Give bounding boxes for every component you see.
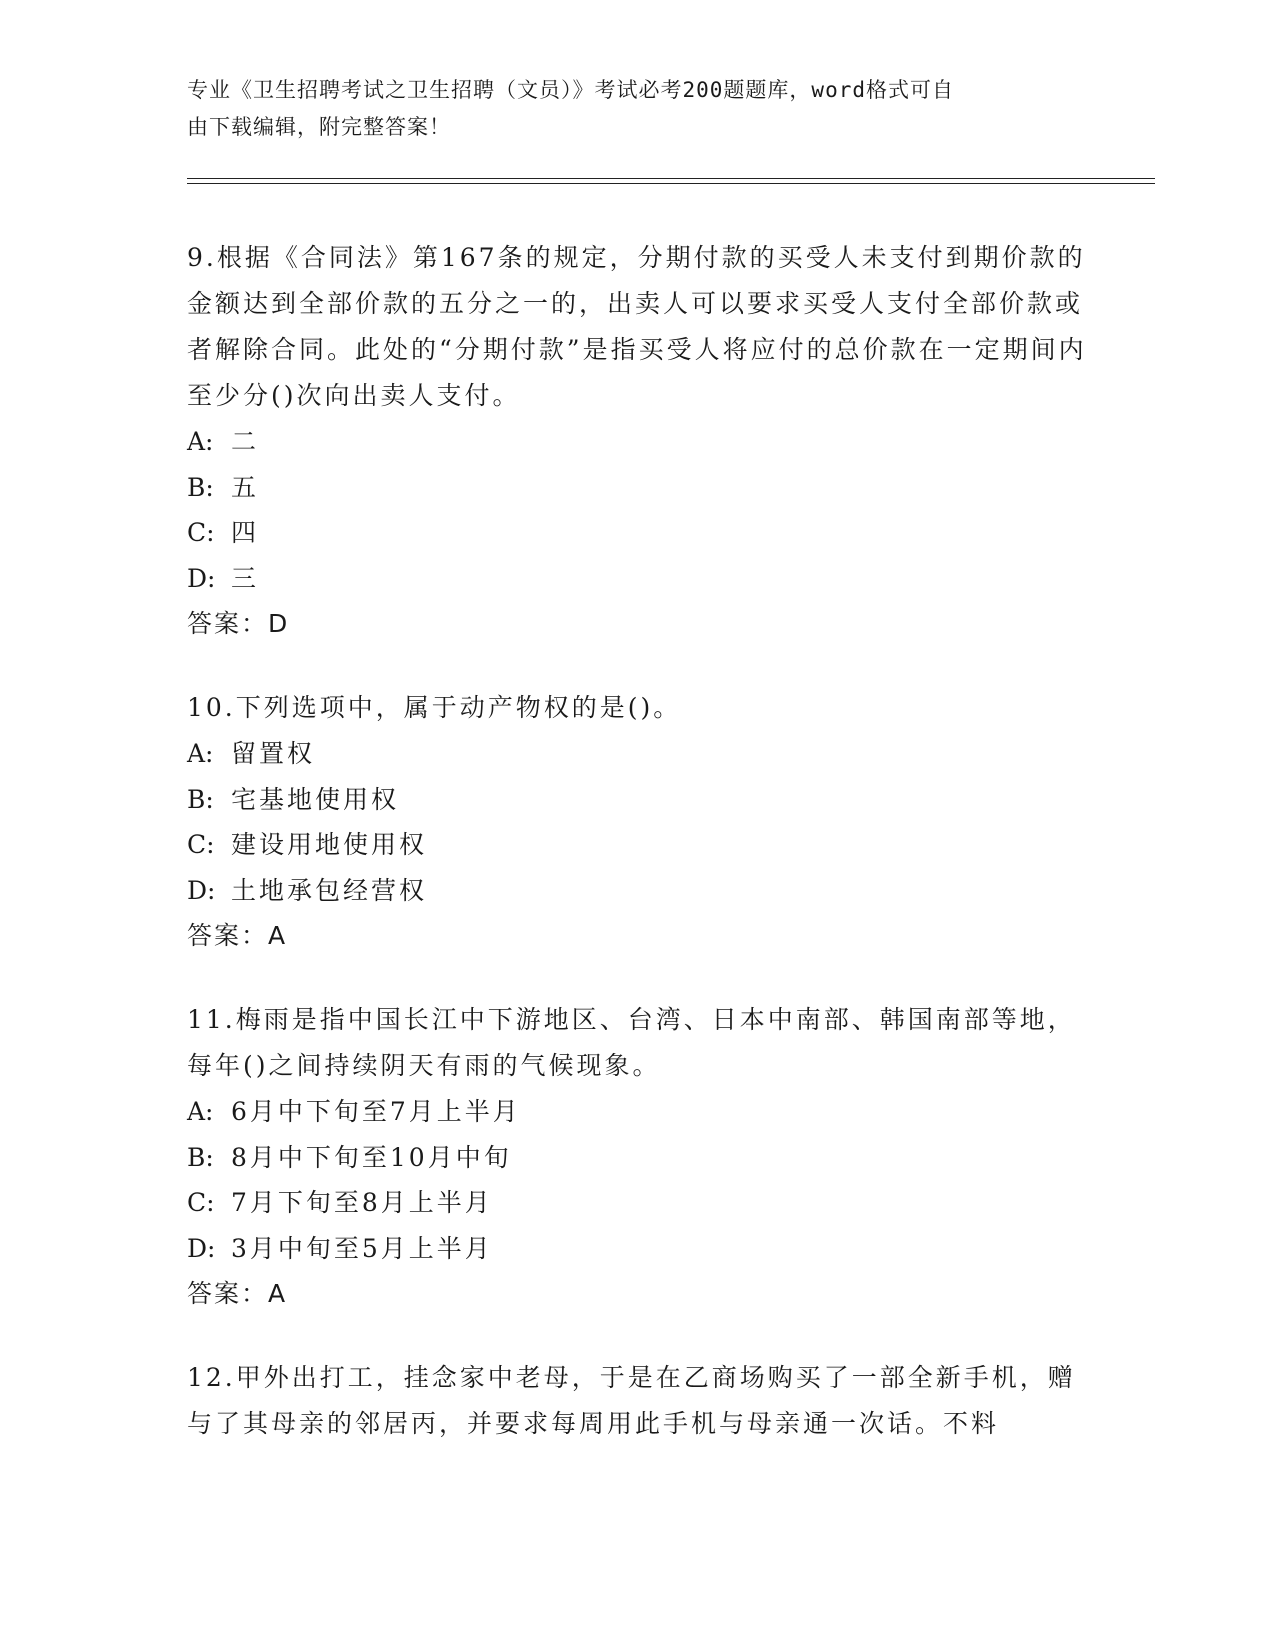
question-12	[187, 1355, 1087, 1447]
option-text: 土地承包经营权	[231, 875, 428, 905]
question-11	[187, 997, 1087, 1317]
option-a	[187, 731, 1087, 777]
option-label: D:	[187, 1233, 216, 1263]
option-text: 三	[231, 563, 260, 593]
answer-line: 答案：D	[187, 609, 290, 638]
option-a	[187, 419, 1087, 465]
question-list	[187, 235, 1087, 1485]
question-stem: 11.梅雨是指中国长江中下游地区、台湾、日本中南部、韩国南部等地，每年()之间持续阴天有雨的气候现象。	[187, 1005, 1076, 1080]
option-text: 二	[231, 427, 260, 456]
option-label: C:	[187, 830, 215, 859]
option-text: 7月下旬至8月上半月	[231, 1188, 493, 1217]
option-c	[187, 1180, 1087, 1226]
option-b	[187, 1135, 1087, 1181]
option-label: B:	[187, 1142, 214, 1172]
header-divider-top	[187, 178, 1155, 179]
option-text: 建设用地使用权	[231, 830, 428, 859]
answer-line: 答案：A	[187, 1279, 288, 1308]
option-d	[187, 556, 1087, 602]
question-10	[187, 685, 1087, 959]
question-stem: 10.下列选项中，属于动产物权的是()。	[187, 693, 682, 722]
option-text: 3月中旬至5月上半月	[231, 1233, 493, 1263]
option-label: D:	[187, 875, 216, 905]
answer-line: 答案：A	[187, 921, 288, 950]
option-label: B:	[187, 472, 214, 502]
option-label: A:	[187, 1097, 214, 1126]
option-label: D:	[187, 563, 216, 593]
option-text: 6月中下旬至7月上半月	[231, 1097, 521, 1126]
option-text: 留置权	[231, 739, 316, 768]
question-stem: 12.甲外出打工，挂念家中老母，于是在乙商场购买了一部全新手机，赠与了其母亲的邻居丙，并要求每周用此手机与母亲通一次话。不料	[187, 1363, 1076, 1438]
option-label: A:	[187, 427, 214, 456]
option-b	[187, 465, 1087, 511]
option-d	[187, 1226, 1087, 1272]
header-divider-bottom	[187, 183, 1155, 184]
option-c	[187, 822, 1087, 868]
option-d	[187, 868, 1087, 914]
option-b	[187, 777, 1087, 823]
option-text: 8月中下旬至10月中旬	[231, 1142, 512, 1172]
option-text: 宅基地使用权	[231, 784, 400, 814]
option-text: 五	[231, 472, 260, 502]
option-label: C:	[187, 1188, 215, 1217]
option-text: 四	[231, 518, 260, 547]
document-header	[187, 72, 1067, 146]
question-stem: 9.根据《合同法》第167条的规定，分期付款的买受人未支付到期价款的金额达到全部价款的五分之一的，出卖人可以要求买受人支付全部价款或者解除合同。此处的“分期付款”是指买受人将应付的总价款在一定期间内至少分()次向出卖人支付。	[187, 243, 1087, 410]
question-9	[187, 235, 1087, 647]
option-c	[187, 510, 1087, 556]
option-label: C:	[187, 518, 215, 547]
header-line-1: 专业《卫生招聘考试之卫生招聘（文员）》考试必考200题题库，word格式可自	[187, 78, 954, 102]
option-label: A:	[187, 739, 214, 768]
option-a	[187, 1089, 1087, 1135]
option-label: B:	[187, 784, 214, 814]
header-line-2: 由下载编辑，附完整答案！	[187, 115, 451, 139]
